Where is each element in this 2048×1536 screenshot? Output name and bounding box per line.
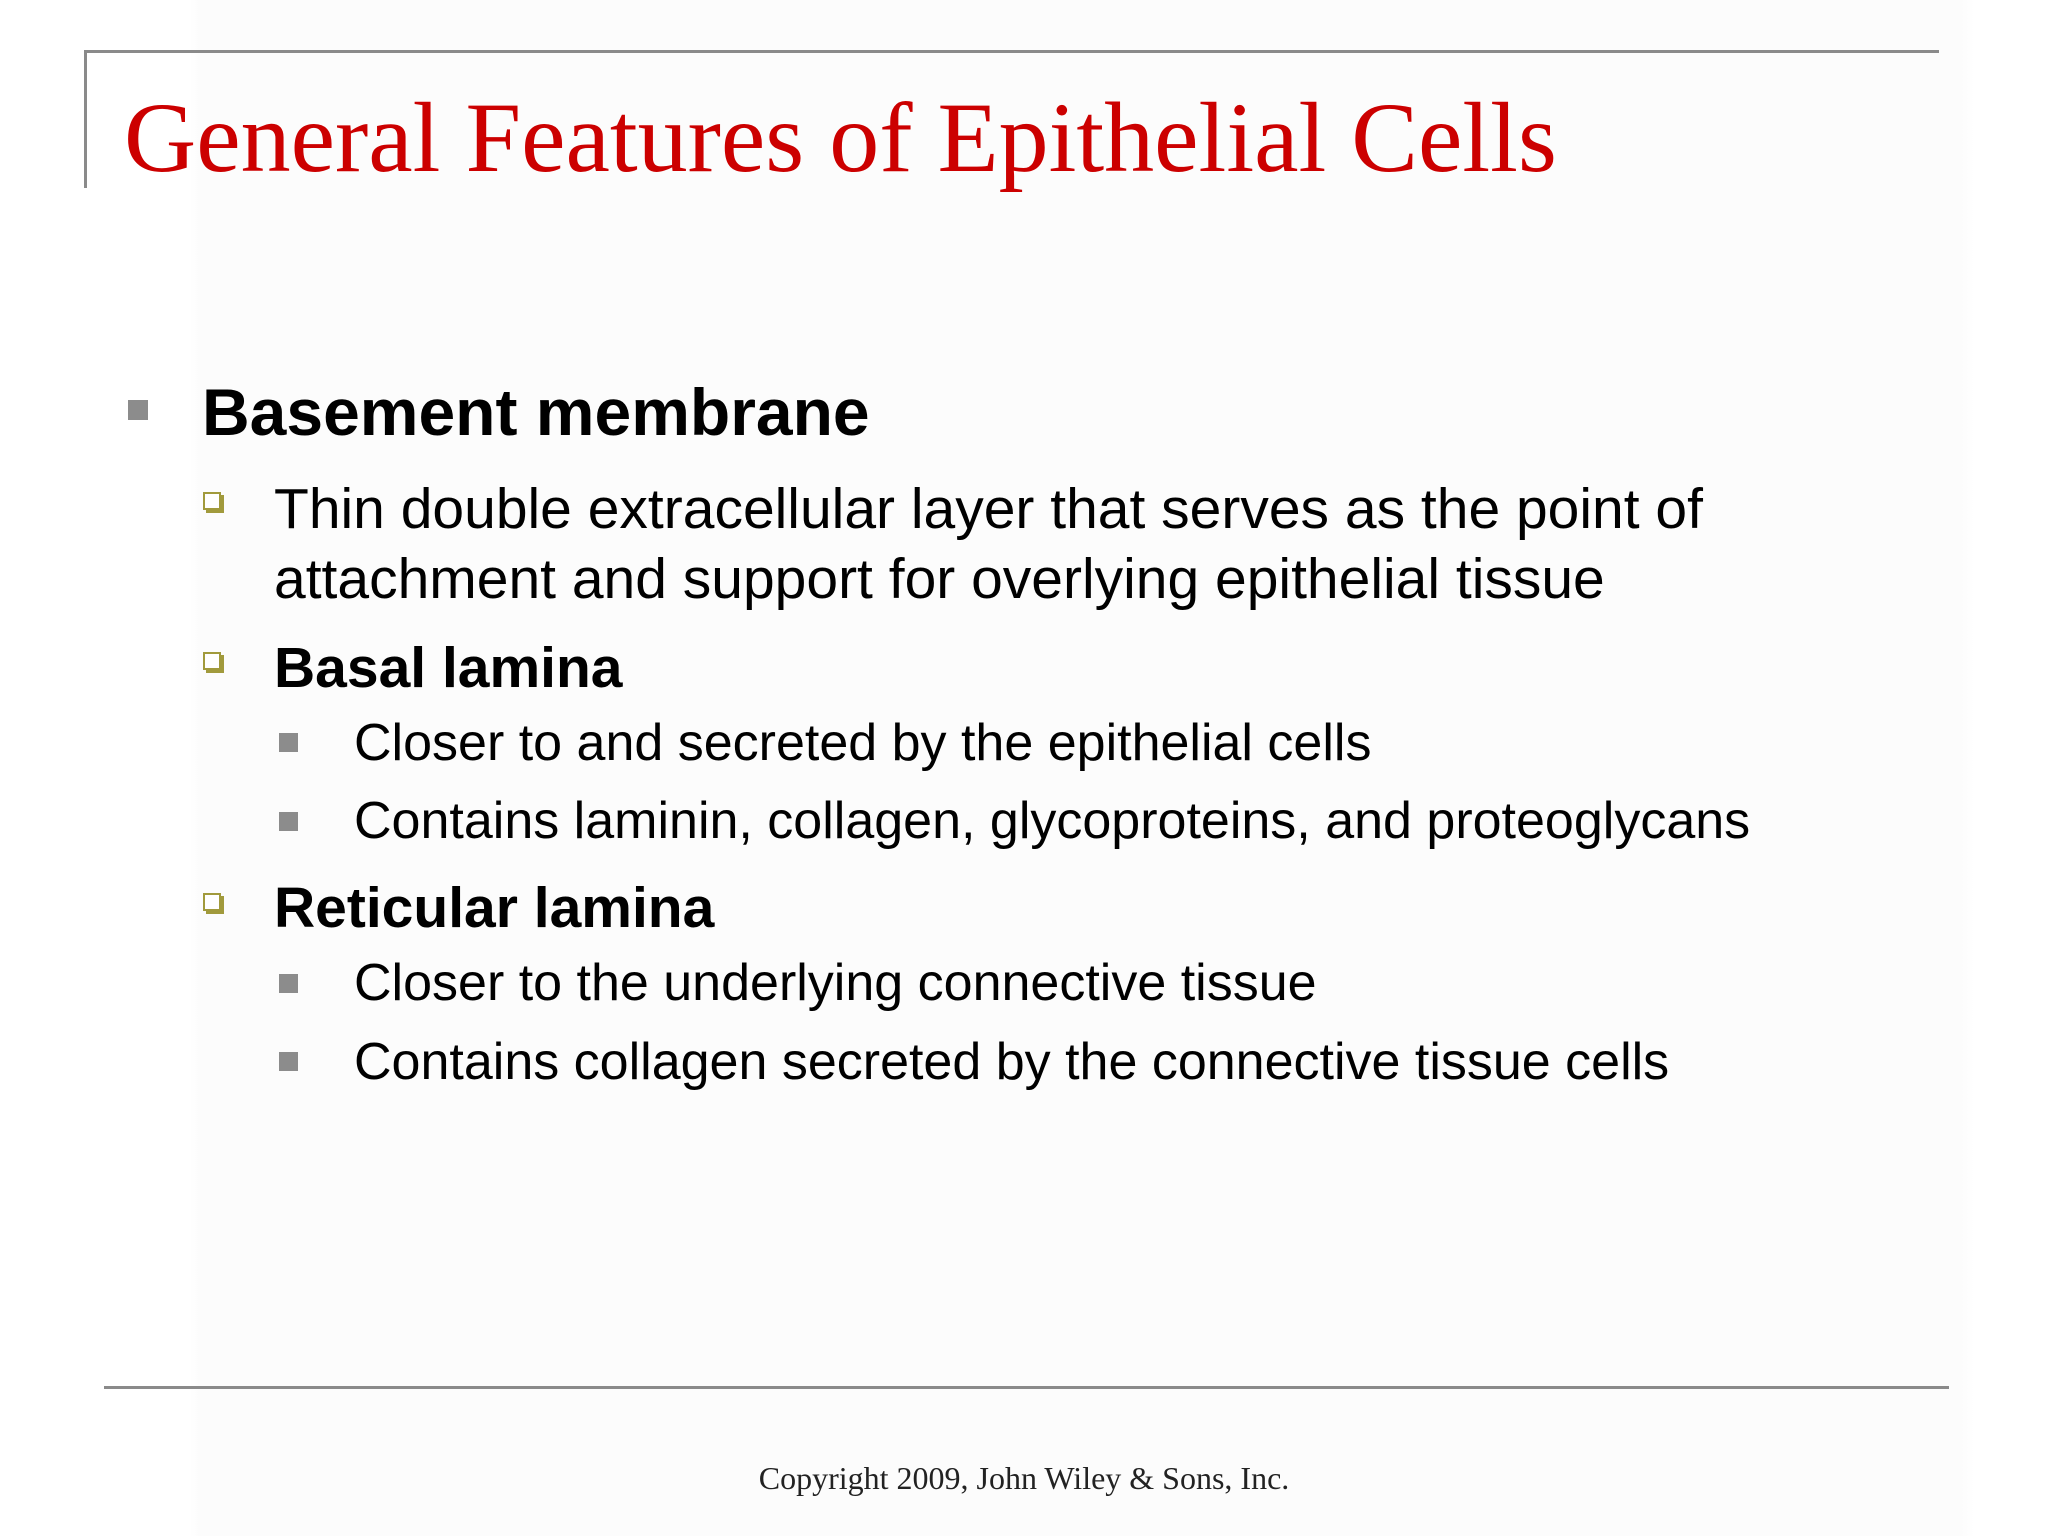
box-bullet-icon <box>203 893 221 911</box>
title-top-rule <box>84 50 1939 53</box>
box-bullet-icon <box>203 652 221 670</box>
definition-line-2: attachment and support for overlying epithelial tissue <box>274 547 1605 611</box>
footer-rule <box>104 1386 1949 1389</box>
bullet-basement-membrane: Basement membrane <box>202 375 870 449</box>
box-bullet-icon <box>203 492 221 510</box>
square-bullet-icon <box>279 812 298 831</box>
copyright-footer: Copyright 2009, John Wiley & Sons, Inc. <box>758 1460 1290 1496</box>
definition-line-1: Thin double extracellular layer that serves as the point of <box>274 477 1703 541</box>
basal-lamina-point-2: Contains laminin, collagen, glycoproteins, and proteoglycans <box>354 792 1751 850</box>
square-bullet-icon <box>279 974 298 993</box>
square-bullet-icon <box>128 400 148 420</box>
reticular-lamina-point-1: Closer to the underlying connective tissue <box>354 954 1317 1012</box>
slide-title: General Features of Epithelial Cells <box>124 82 1557 193</box>
subbullet-basal-lamina: Basal lamina <box>274 636 623 700</box>
reticular-lamina-point-2: Contains collagen secreted by the connective tissue cells <box>354 1033 1670 1091</box>
subbullet-reticular-lamina: Reticular lamina <box>274 876 715 940</box>
square-bullet-icon <box>279 1052 298 1071</box>
title-left-rule <box>84 50 87 188</box>
basal-lamina-point-1: Closer to and secreted by the epithelial cells <box>354 714 1372 772</box>
square-bullet-icon <box>279 733 298 752</box>
